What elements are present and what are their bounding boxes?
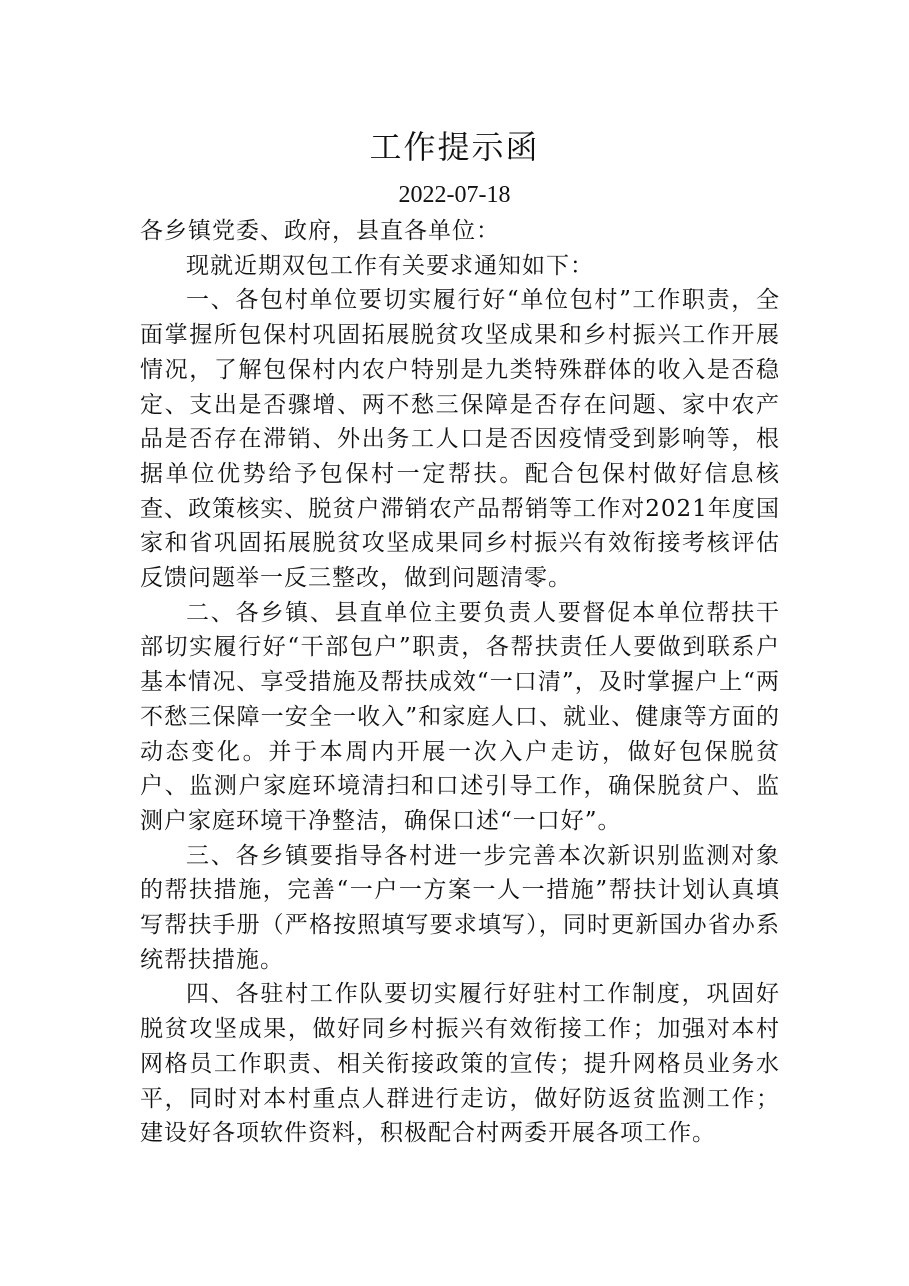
paragraph-2: 二、各乡镇、县直单位主要负责人要督促本单位帮扶干部切实履行好“干部包户”职责，各帮扶责任人要做到联系户基本情况、享受措施及帮扶成效“一口清”，及时掌握户上“两不愁三保障一安全一收入”和家庭人口、就业、健康等方面的动态变化。并于本周内开展一次入户走访，做好包保脱贫户、监测户家庭环境清扫和口述引导工作，确保脱贫户、监测户家庭环境干净整洁，确保口述“一口好”。 <box>140 599 780 834</box>
intro-paragraph: 现就近期双包工作有关要求通知如下： <box>186 252 594 279</box>
document-date: 2022-07-18 <box>398 182 511 208</box>
paragraph-4: 四、各驻村工作队要切实履行好驻村工作制度，巩固好脱贫攻坚成果，做好同乡村振兴有效衔接工作；加强对本村网格员工作职责、相关衔接政策的宣传；提升网格员业务水平，同时对本村重点人群进行走访，做好防返贫监测工作；建设好各项软件资料，积极配合村两委开展各项工作。 <box>140 981 780 1147</box>
document-body <box>140 214 780 1151</box>
paragraph-1: 一、各包村单位要切实履行好“单位包村”工作职责，全面掌握所包保村巩固拓展脱贫攻坚成果和乡村振兴工作开展情况，了解包保村内农户特别是九类特殊群体的收入是否稳定、支出是否骤增、两不愁三保障是否存在问题、家中农产品是否存在滞销、外出务工人口是否因疫情受到影响等，根据单位优势给予包保村一定帮扶。配合包保村做好信息核查、政策核实、脱贫户滞销农产品帮销等工作对2021年度国家和省巩固拓展脱贫攻坚成果同乡村振兴有效衔接考核评估反馈问题举一反三整改，做到问题清零。 <box>140 287 780 592</box>
document-title: 工作提示函 <box>369 128 540 166</box>
salutation: 各乡镇党委、政府，县直各单位： <box>140 218 500 244</box>
paragraph-3: 三、各乡镇要指导各村进一步完善本次新识别监测对象的帮扶措施，完善“一户一方案一人一措施”帮扶计划认真填写帮扶手册（严格按照填写要求填写），同时更新国办省办系统帮扶措施。 <box>140 842 780 973</box>
